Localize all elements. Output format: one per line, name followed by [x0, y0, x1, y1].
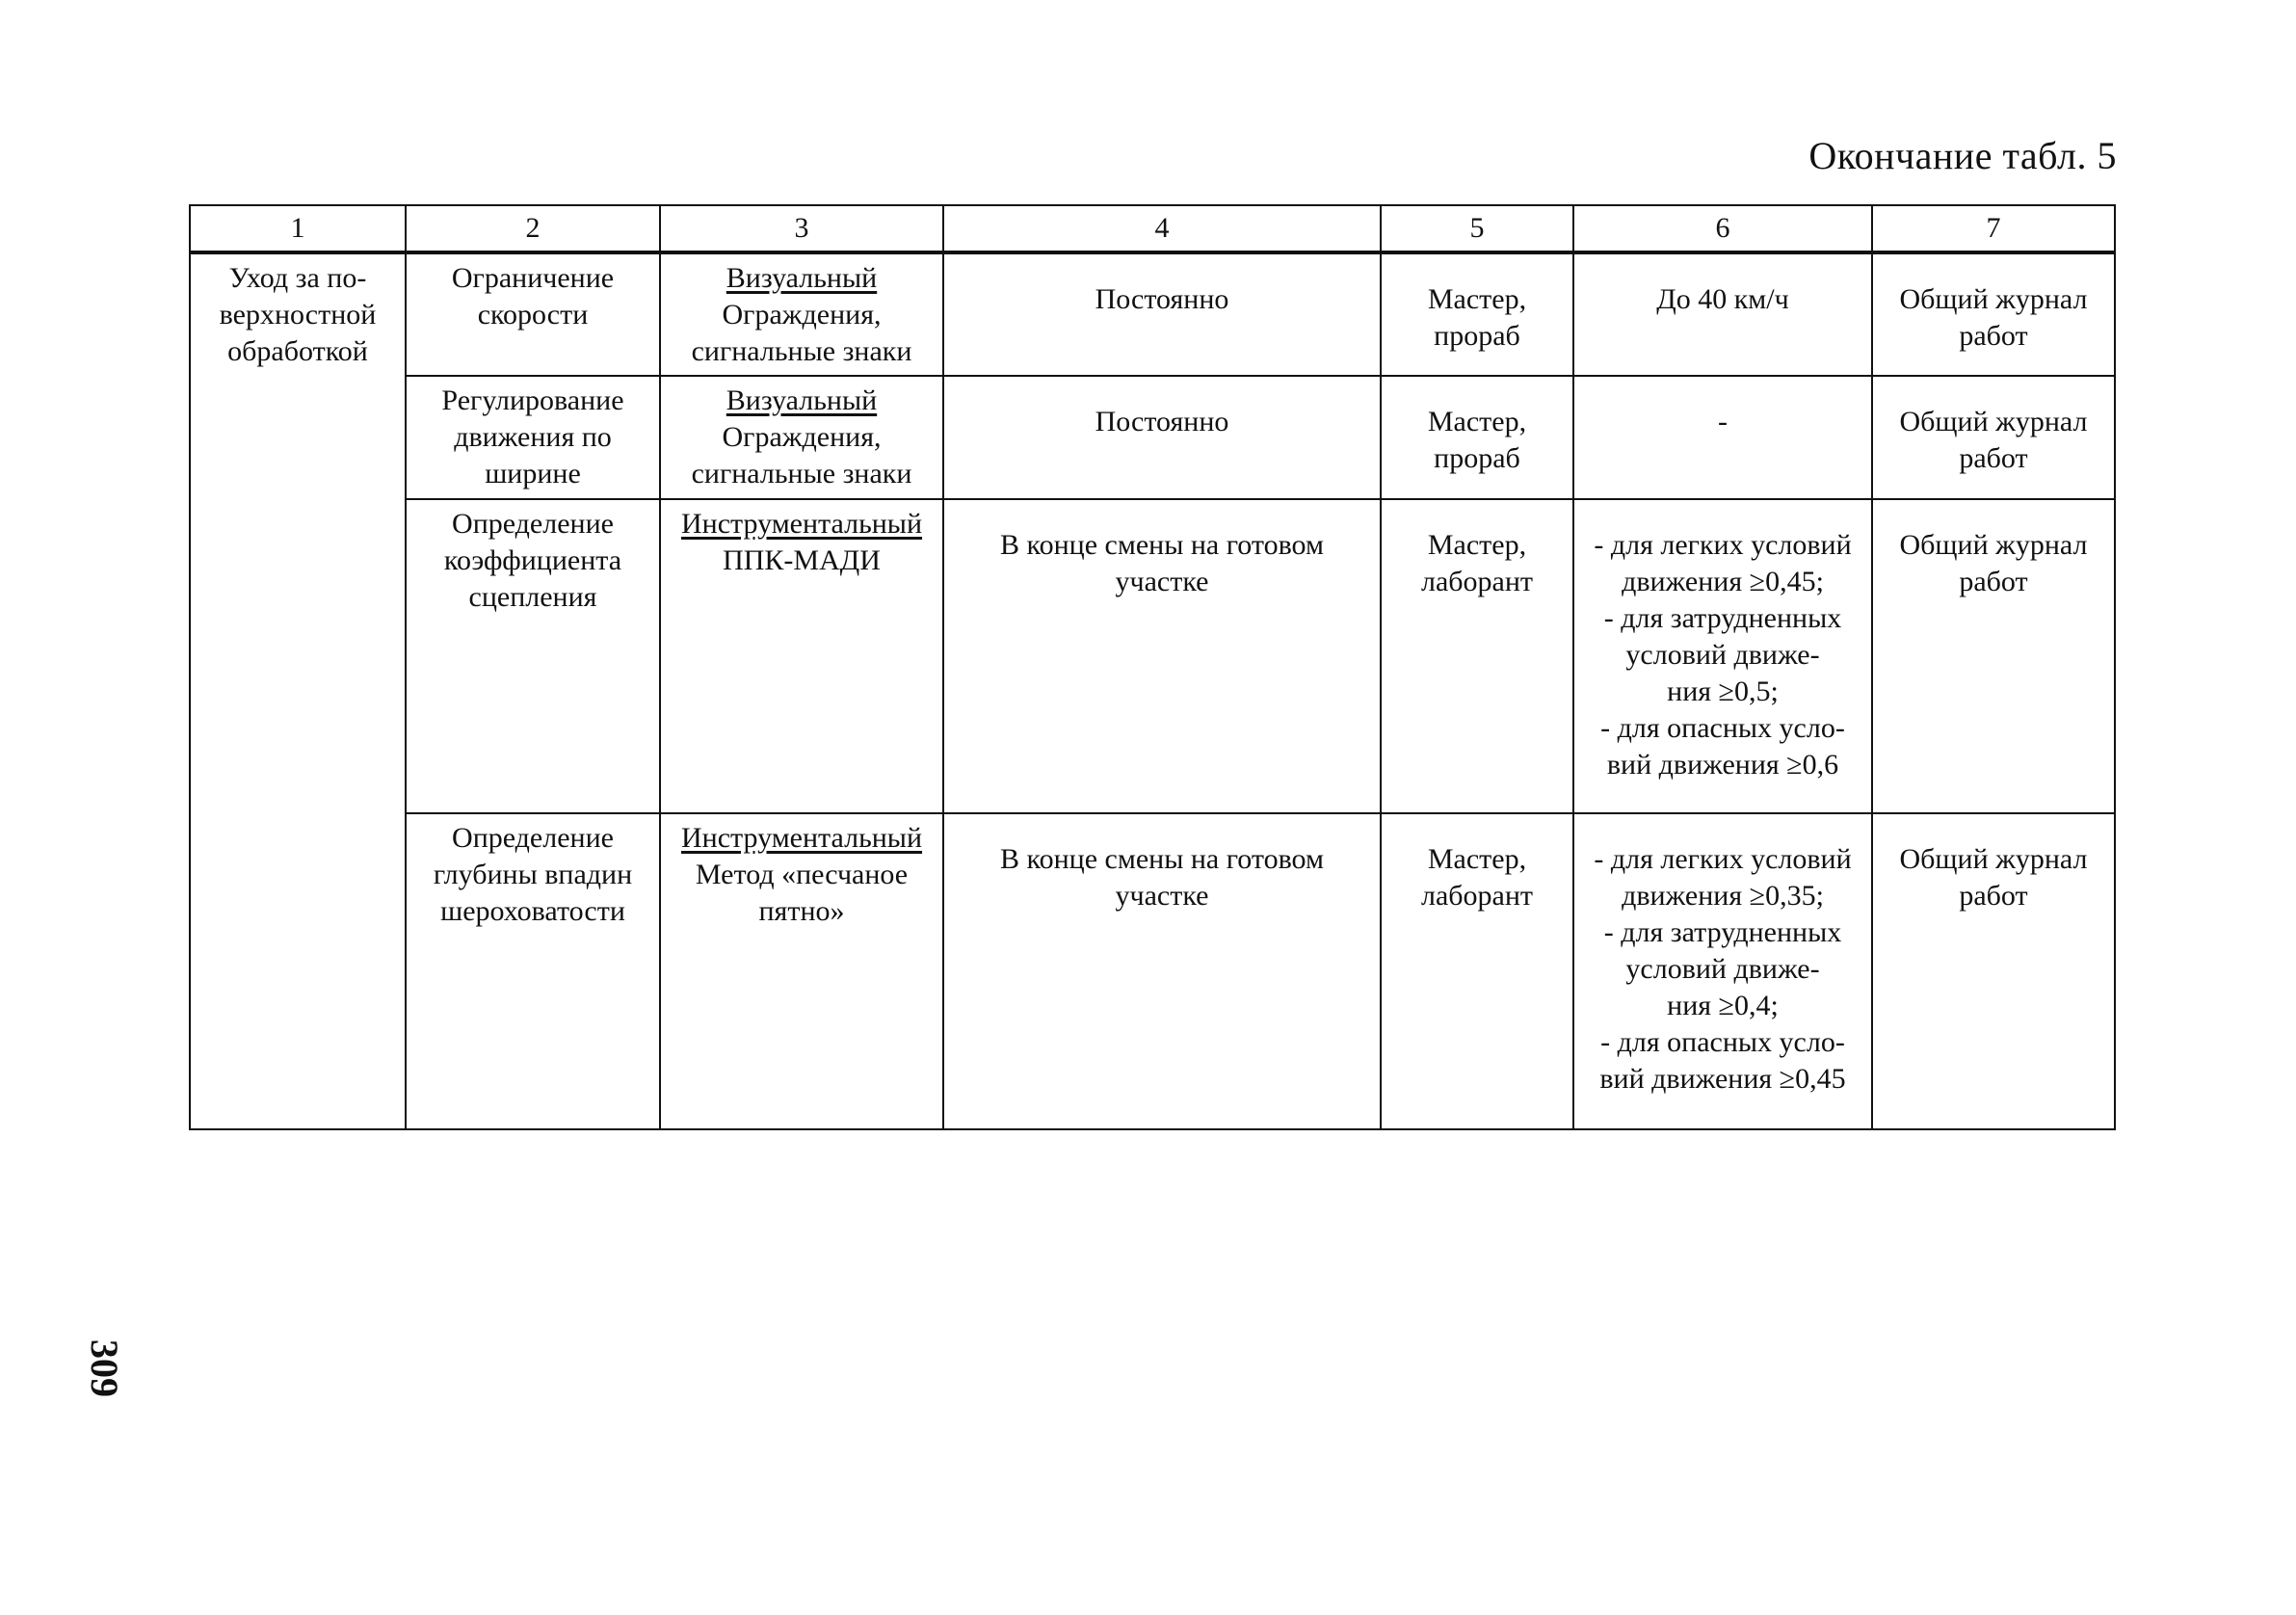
document-cell: Общий журнал работ: [1872, 499, 2115, 813]
parameter-cell: Определение коэффициента сцепления: [406, 499, 660, 813]
column-number-4: 4: [943, 205, 1381, 252]
method-cell: [660, 813, 943, 1129]
method-type: Инструментальный: [680, 508, 923, 540]
method-type: Визуальный: [726, 262, 878, 294]
frequency-cell: В конце смены на готовом участке: [943, 813, 1381, 1129]
frequency-cell: Постоянно: [943, 252, 1381, 376]
header-row: [190, 205, 2115, 252]
method-cell: [660, 376, 943, 499]
column-number-3: 3: [660, 205, 943, 252]
work-group-cell: Уход за по- верхностной обработкой: [190, 252, 406, 1129]
method-detail: Ограждения, сигнальные знаки: [691, 299, 912, 367]
method-detail: Ограждения, сигнальные знаки: [691, 421, 912, 490]
table-row: [190, 499, 2115, 813]
page-number: 309: [83, 1339, 126, 1397]
table-caption: Окончание табл. 5: [1808, 134, 2117, 177]
frequency-cell: В конце смены на готовом участке: [943, 499, 1381, 813]
column-number-5: 5: [1381, 205, 1573, 252]
method-type: Инструментальный: [680, 822, 923, 854]
table-row: [190, 252, 2115, 376]
method-cell: [660, 499, 943, 813]
method-detail: Метод «песчаное пятно»: [695, 859, 909, 927]
responsible-cell: Мастер, прораб: [1381, 252, 1573, 376]
document-cell: Общий журнал работ: [1872, 252, 2115, 376]
table-row: [190, 813, 2115, 1129]
frequency-cell: Постоянно: [943, 376, 1381, 499]
document-cell: Общий журнал работ: [1872, 376, 2115, 499]
requirement-cell: - для легких условий движения ≥0,45; - для затрудненных условий движе- ния ≥0,5; - для опасных усло- вий движения ≥0,6: [1573, 499, 1872, 813]
table-row: [190, 376, 2115, 499]
control-table: [189, 204, 2116, 1130]
column-number-7: 7: [1872, 205, 2115, 252]
parameter-cell: Ограничение скорости: [406, 252, 660, 376]
responsible-cell: Мастер, лаборант: [1381, 499, 1573, 813]
requirement-cell: До 40 км/ч: [1573, 252, 1872, 376]
parameter-cell: Определение глубины впадин шероховатости: [406, 813, 660, 1129]
method-detail: ППК-МАДИ: [723, 544, 881, 576]
column-number-6: 6: [1573, 205, 1872, 252]
responsible-cell: Мастер, прораб: [1381, 376, 1573, 499]
requirement-cell: -: [1573, 376, 1872, 499]
column-number-1: 1: [190, 205, 406, 252]
method-cell: [660, 252, 943, 376]
method-type: Визуальный: [726, 384, 878, 416]
requirement-cell: - для легких условий движения ≥0,35; - для затрудненных условий движе- ния ≥0,4; - для опасных усло- вий движения ≥0,45: [1573, 813, 1872, 1129]
parameter-cell: Регулирование движения по ширине: [406, 376, 660, 499]
responsible-cell: Мастер, лаборант: [1381, 813, 1573, 1129]
column-number-2: 2: [406, 205, 660, 252]
document-cell: Общий журнал работ: [1872, 813, 2115, 1129]
